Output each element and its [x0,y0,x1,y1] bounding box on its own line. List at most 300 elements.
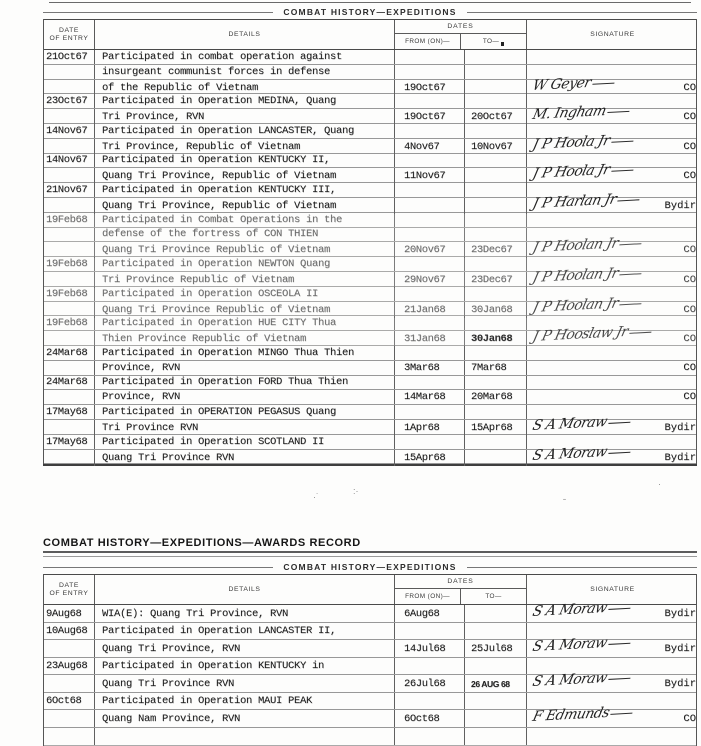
date-of-entry-cell-text: 14Nov67 [46,124,88,137]
signature-cell [526,361,698,375]
to-date-cell [464,302,526,318]
awards-record-heading: COMBAT HISTORY—EXPEDITIONS—AWARDS RECORD [43,537,361,550]
from-date-cell [394,168,464,184]
from-date-cell [394,154,464,168]
signature-cell [526,191,698,214]
details-cell [94,361,394,375]
details-cell-text: Participated in Operation SCOTLAND II [102,435,325,448]
from-date-cell-text: 6Aug68 [404,607,440,620]
ink-mark [501,42,504,46]
details-cell [94,390,394,404]
to-date-cell [464,272,526,288]
table2-header-dates-sub [395,589,526,604]
date-of-entry-cell [44,94,94,108]
date-of-entry-cell-text: 19Feb68 [46,287,88,300]
table1-title [43,5,697,19]
date-of-entry-cell [44,109,94,125]
details-cell [94,302,394,318]
details-cell [94,94,394,108]
header-date-line1: DATE [58,581,80,589]
table1-header-dates: DATES [395,20,526,34]
to-date-cell [464,154,526,168]
details-cell-text: Participated in Operation MEDINA, Quang [102,95,337,108]
signature-scrawl: J P Hoolan Jr [531,292,684,316]
details-cell [94,405,394,419]
table-row [44,74,696,95]
table2-header-dates: DATES [395,575,526,589]
table2-header-details: DETAILS [94,575,394,604]
signature-scrawl: S A Moraw [531,667,665,690]
header-date-line2: OF ENTRY [49,589,89,597]
date-of-entry-cell-text: 17May68 [46,406,88,419]
date-of-entry-cell-text: 23Aug68 [46,660,88,673]
signature-suffix: CO [683,712,696,725]
details-cell-text: Tri Province RVN [102,421,199,434]
to-date-cell [464,124,526,138]
signature-cell [526,103,698,125]
signature-suffix: CO [683,333,696,346]
details-cell-text: Participated in Combat Operations in the [102,213,343,226]
from-date-cell [394,376,464,390]
from-date-cell [394,693,464,710]
table2-header-signature: SIGNATURE [526,575,698,604]
from-date-cell [394,242,464,258]
to-date-cell [464,658,526,675]
details-cell [94,331,394,347]
table1-header-signature: SIGNATURE [526,20,698,49]
signature-suffix: CO [683,140,696,153]
signature-cell [526,162,698,184]
details-cell [94,605,394,622]
to-date-cell [464,242,526,258]
signature-suffix: CO [683,273,696,286]
details-cell-text: Participated in combat operation against [102,50,343,63]
to-label: TO— [485,593,502,601]
table-row [44,634,696,658]
intertable-gap [43,469,697,537]
signature-cell [526,443,698,466]
date-of-entry-cell [44,287,94,301]
to-date-cell [464,420,526,436]
from-date-cell [394,450,464,466]
signature-cell [526,704,698,727]
signature-scrawl: S A Moraw [531,411,665,434]
signature-suffix: Bydir [664,677,696,690]
combat-history-table-2 [43,574,697,746]
from-date-cell [394,80,464,96]
details-cell [94,50,394,64]
from-date-cell-text: 6Oct68 [404,712,440,725]
details-cell-text: Participated in Operation HUE CITY Thua [102,317,337,330]
from-label: FROM (ON)— [405,593,450,601]
from-date-cell [394,183,464,197]
signature-scrawl: S A Moraw [531,440,665,463]
date-of-entry-cell [44,242,94,258]
to-date-cell [464,623,526,640]
date-of-entry-cell-text: 9Aug68 [46,607,82,620]
signature-cell [526,634,698,657]
signature-cell [526,50,698,64]
signature-suffix: Bydir [664,642,696,655]
details-cell [94,346,394,360]
details-cell-text: defense of the fortress of CON THIEN [102,228,319,241]
table-row [44,599,696,623]
scan-noise: :· [353,486,359,497]
details-cell [94,124,394,138]
to-date-cell-text: 23Dec67 [471,244,513,257]
from-date-cell [394,139,464,155]
date-of-entry-cell-text: 19Feb68 [46,258,88,271]
date-of-entry-cell [44,435,94,449]
details-cell-text: Participated in Operation OSCEOLA II [102,287,319,300]
from-date-cell-text: 29Nov67 [404,273,446,286]
details-cell-text: WIA(E): Quang Tri Province, RVN [102,607,289,620]
signature-scrawl: S A Moraw [531,632,665,655]
signature-suffix: CO [683,391,696,404]
date-of-entry-cell-text: 23Oct67 [46,95,88,108]
from-date-cell [394,213,464,227]
to-date-cell-text: 25Jul68 [471,642,513,655]
signature-suffix: CO [683,81,696,94]
signature-scrawl: J P Hooslaw Jr [531,321,684,345]
from-date-cell-text: 19Oct67 [404,111,446,124]
to-date-cell [464,405,526,419]
details-cell [94,80,394,96]
to-date-cell [464,361,526,375]
details-cell [94,139,394,155]
awards-heading-rule [43,551,697,557]
to-date-cell [464,693,526,710]
details-cell [94,450,394,466]
details-cell-text: Participated in Operation MINGO Thua Thien [102,346,355,359]
signature-cell [526,599,698,622]
to-date-cell-text: 30Jan68 [471,303,513,316]
from-date-cell [394,109,464,125]
from-date-cell [394,50,464,64]
date-of-entry-cell [44,316,94,330]
to-date-cell [464,213,526,227]
date-of-entry-cell [44,228,94,242]
from-date-cell [394,658,464,675]
details-cell-text: Quang Tri Province RVN [102,451,235,464]
date-of-entry-cell-text: 10Aug68 [46,625,88,638]
details-cell [94,710,394,727]
details-cell-text: Quang Tri Province RVN [102,677,235,690]
details-cell-text: Tri Province Republic of Vietnam [102,273,295,286]
from-date-cell-text: 14Jul68 [404,642,446,655]
date-of-entry-cell [44,675,94,692]
table2-title-text: COMBAT HISTORY—EXPEDITIONS [283,562,457,573]
date-of-entry-cell-text: 21Nov67 [46,184,88,197]
details-cell-text: Participated in Operation KENTUCKY in [102,660,325,673]
from-date-cell [394,420,464,436]
details-cell-text: Participated in Operation KENTUCKY III, [102,184,337,197]
to-date-cell [464,50,526,64]
details-cell [94,198,394,214]
to-date-cell [464,80,526,96]
from-date-cell [394,257,464,271]
from-date-cell [394,272,464,288]
table-row [44,728,696,746]
signature-cell [526,669,698,692]
table-row [44,50,696,65]
details-cell [94,376,394,390]
details-cell [94,257,394,271]
details-cell-text: of the Republic of Vietnam [102,81,259,94]
details-cell [94,242,394,258]
date-of-entry-cell-text: 19Feb68 [46,213,88,226]
from-date-cell [394,605,464,622]
from-date-cell-text: 20Nov67 [404,244,446,257]
date-of-entry-cell-text: 17May68 [46,435,88,448]
table-row [44,235,696,257]
to-date-cell-text: 15Apr68 [471,421,513,434]
to-date-cell [464,316,526,330]
signature-suffix: Bydir [664,199,696,212]
from-date-cell [394,65,464,79]
details-cell [94,154,394,168]
details-cell-text: Province, RVN [102,361,181,374]
to-date-cell [464,94,526,108]
table-row [44,103,696,124]
date-of-entry-cell [44,346,94,360]
table-row [44,376,696,391]
from-date-cell [394,331,464,347]
table2-title [43,560,697,574]
from-date-cell-text: 21Jan68 [404,303,446,316]
details-cell [94,287,394,301]
from-date-cell [394,435,464,449]
details-cell-text: Quang Tri Province, RVN [102,642,241,655]
details-cell-text: Quang Nam Province, RVN [102,712,241,725]
signature-suffix: Bydir [664,451,696,464]
details-cell-text: Participated in OPERATION PEGASUS Quang [102,406,337,419]
signature-cell [526,323,698,347]
from-date-cell [394,675,464,692]
to-date-cell [464,331,526,347]
header-date-line1: DATE [58,26,80,34]
to-label: TO— [482,38,500,45]
table-row [44,132,696,154]
date-of-entry-cell [44,331,94,347]
date-of-entry-cell-text: 14Nov67 [46,154,88,167]
table-row [44,346,696,361]
signature-cell [526,265,698,288]
from-date-cell [394,346,464,360]
table2-header-dates-group [394,575,526,604]
date-of-entry-cell [44,183,94,197]
details-cell [94,693,394,710]
from-date-cell-text: 14Mar68 [404,391,446,404]
details-cell-text: Quang Tri Province Republic of Vietnam [102,244,331,257]
to-date-cell [464,198,526,214]
to-date-cell-text: 26 AUG 68 [471,678,510,689]
to-date-cell [464,376,526,390]
to-date-cell [464,728,526,745]
details-cell-text: Participated in Operation NEWTON Quang [102,258,331,271]
date-of-entry-cell [44,361,94,375]
date-of-entry-cell [44,168,94,184]
signature-scrawl: W Geyer [531,70,684,94]
from-date-cell [394,124,464,138]
table-row [44,390,696,405]
from-date-cell-text: 31Jan68 [404,333,446,346]
table1-header-date-of-entry [44,20,94,49]
table2-header-to [460,589,526,604]
to-date-cell [464,287,526,301]
signature-cell [526,728,698,745]
signature-suffix: CO [683,303,696,316]
to-date-cell-text: 20Oct67 [471,111,513,124]
date-of-entry-cell [44,124,94,138]
scan-noise: · [658,479,661,490]
details-cell-text: Participated in Operation MAUI PEAK [102,695,313,708]
to-date-cell-text: 10Nov67 [471,140,513,153]
details-cell [94,109,394,125]
details-cell [94,272,394,288]
date-of-entry-cell [44,302,94,318]
date-of-entry-cell-text: 21Oct67 [46,50,88,63]
details-cell [94,623,394,640]
signature-scrawl: J P Hoolan Jr [531,232,684,256]
from-date-cell [394,640,464,657]
from-date-cell [394,728,464,745]
from-date-cell [394,287,464,301]
date-of-entry-cell-text: 19Feb68 [46,317,88,330]
to-date-cell [464,183,526,197]
signature-scrawl: F Edmunds [531,701,684,725]
details-cell [94,658,394,675]
to-date-cell [464,168,526,184]
date-of-entry-cell [44,710,94,727]
table-row [44,361,696,376]
table1-header-dates-group [394,20,526,49]
from-date-cell-text: 4Nov67 [404,140,440,153]
date-of-entry-cell [44,80,94,96]
signature-suffix: Bydir [664,421,696,434]
details-cell [94,728,394,745]
signature-cell [526,74,698,96]
from-date-cell [394,302,464,318]
details-cell [94,420,394,436]
details-cell-text: Participated in Operation KENTUCKY II, [102,154,331,167]
to-date-cell-text: 20Mar68 [471,391,513,404]
header-date-line2: OF ENTRY [49,34,89,42]
signature-scrawl: J P Hoolan Jr [531,262,684,286]
date-of-entry-cell [44,272,94,288]
signature-cell [526,132,698,155]
details-cell [94,640,394,657]
combat-history-table-1 [43,19,697,464]
date-of-entry-cell [44,376,94,390]
details-cell-text: insurgeant communist forces in defense [102,65,331,78]
date-of-entry-cell-text: 6Oct68 [46,695,82,708]
table-row [44,213,696,228]
scan-noise: ˗ [563,493,566,504]
signature-suffix: CO [683,111,696,124]
details-cell-text: Quang Tri Province Republic of Vietnam [102,303,331,316]
signature-scrawl: J P Hoola Jr [531,158,684,182]
signature-scrawl: M. Ingham [531,99,684,123]
date-of-entry-cell-text: 24Mar68 [46,376,88,389]
date-of-entry-cell [44,213,94,227]
from-date-cell-text: 3Mar68 [404,361,440,374]
details-cell [94,228,394,242]
signature-cell [526,235,698,258]
table1-title-text: COMBAT HISTORY—EXPEDITIONS [283,7,457,17]
signature-cell [526,213,698,227]
date-of-entry-cell [44,693,94,710]
date-of-entry-cell [44,154,94,168]
table1-body [44,50,696,464]
table1-header-dates-sub [395,34,526,49]
details-cell-text: Tri Province, RVN [102,111,205,124]
details-cell [94,65,394,79]
signature-cell [526,294,698,318]
date-of-entry-cell-text: 24Mar68 [46,346,88,359]
details-cell-text: Province, RVN [102,391,181,404]
date-of-entry-cell [44,405,94,419]
details-cell-text: Participated in Operation LANCASTER II, [102,625,337,638]
table-row [44,669,696,693]
to-date-cell [464,450,526,466]
from-label: FROM (ON)— [405,38,450,45]
from-date-cell [394,710,464,727]
from-date-cell [394,316,464,330]
table2-body [44,599,696,746]
record-sheet [43,2,697,746]
to-date-cell-text: 7Mar68 [471,361,507,374]
from-date-cell-text: 19Oct67 [404,81,446,94]
details-cell-text: Tri Province, Republic of Vietnam [102,140,301,153]
from-date-cell [394,623,464,640]
details-cell-text: Quang Tri Province, Republic of Vietnam [102,170,337,183]
signature-cell [526,390,698,404]
signature-scrawl: S A Moraw [531,597,665,620]
table-row [44,265,696,287]
details-cell-text: Participated in Operation LANCASTER, Quang [102,124,355,137]
from-date-cell [394,361,464,375]
to-date-cell [464,605,526,622]
date-of-entry-cell [44,257,94,271]
to-date-cell [464,139,526,155]
details-cell [94,675,394,692]
details-cell [94,183,394,197]
signature-suffix: CO [683,170,696,183]
signature-cell [526,346,698,360]
table1-header-details: DETAILS [94,20,394,49]
date-of-entry-cell [44,390,94,404]
date-of-entry-cell [44,623,94,640]
to-date-cell-text: 23Dec67 [471,273,513,286]
date-of-entry-cell [44,198,94,214]
signature-scrawl: J P Harlan Jr [531,189,665,212]
to-date-cell [464,435,526,449]
table1-header-from [395,34,460,49]
signature-scrawl: J P Hoola Jr [531,129,684,153]
date-of-entry-cell [44,50,94,64]
from-date-cell [394,198,464,214]
table1-header-to [460,34,526,49]
to-date-cell [464,640,526,657]
table-row [44,162,696,183]
from-date-cell-text: 15Apr68 [404,451,446,464]
to-date-cell [464,675,526,692]
signature-cell [526,413,698,436]
signature-suffix: CO [683,361,696,374]
details-cell-text: Quang Tri Province, Republic of Vietnam [102,199,337,212]
date-of-entry-cell [44,450,94,466]
